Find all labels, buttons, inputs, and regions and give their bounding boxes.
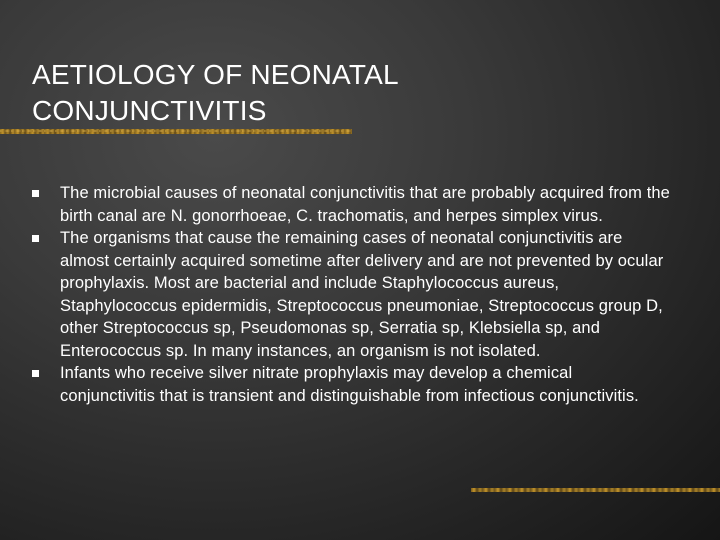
- square-bullet-icon: [32, 235, 39, 242]
- slide-title-line-2: CONJUNCTIVITIS: [32, 94, 267, 126]
- title-divider-rule: [0, 129, 352, 134]
- square-bullet-icon: [32, 370, 39, 377]
- square-bullet-icon: [32, 190, 39, 197]
- bullet-text: Infants who receive silver nitrate prophylaxis may develop a chemical conjunctivitis that is transient and distinguishable from infectious conjunctivitis.: [60, 364, 639, 405]
- bullet-item: [30, 182, 670, 227]
- slide-title: [32, 57, 672, 129]
- bullet-item: [30, 227, 670, 362]
- footer-divider-rule: [471, 488, 720, 492]
- bullet-list: [30, 182, 670, 407]
- bullet-text: The microbial causes of neonatal conjunctivitis that are probably acquired from the birth canal are N. gonorrhoeae, C. trachomatis, and herpes simplex virus.: [60, 184, 670, 225]
- bullet-item: [30, 362, 670, 407]
- slide-title-line-1: AETIOLOGY OF NEONATAL: [32, 58, 399, 90]
- bullet-text: The organisms that cause the remaining cases of neonatal conjunctivitis are almost certainly acquired sometime after delivery and are not prevented by ocular prophylaxis. Most are bacterial and include Staphylococcus aureus, Staphylococcus epidermidis, Streptococcus pneumoniae, Streptococcus group D, other Streptococcus sp, Pseudomonas sp, Serratia sp, Klebsiella sp, and Enterococcus sp. In many instances, an organism is not isolated.: [60, 229, 664, 360]
